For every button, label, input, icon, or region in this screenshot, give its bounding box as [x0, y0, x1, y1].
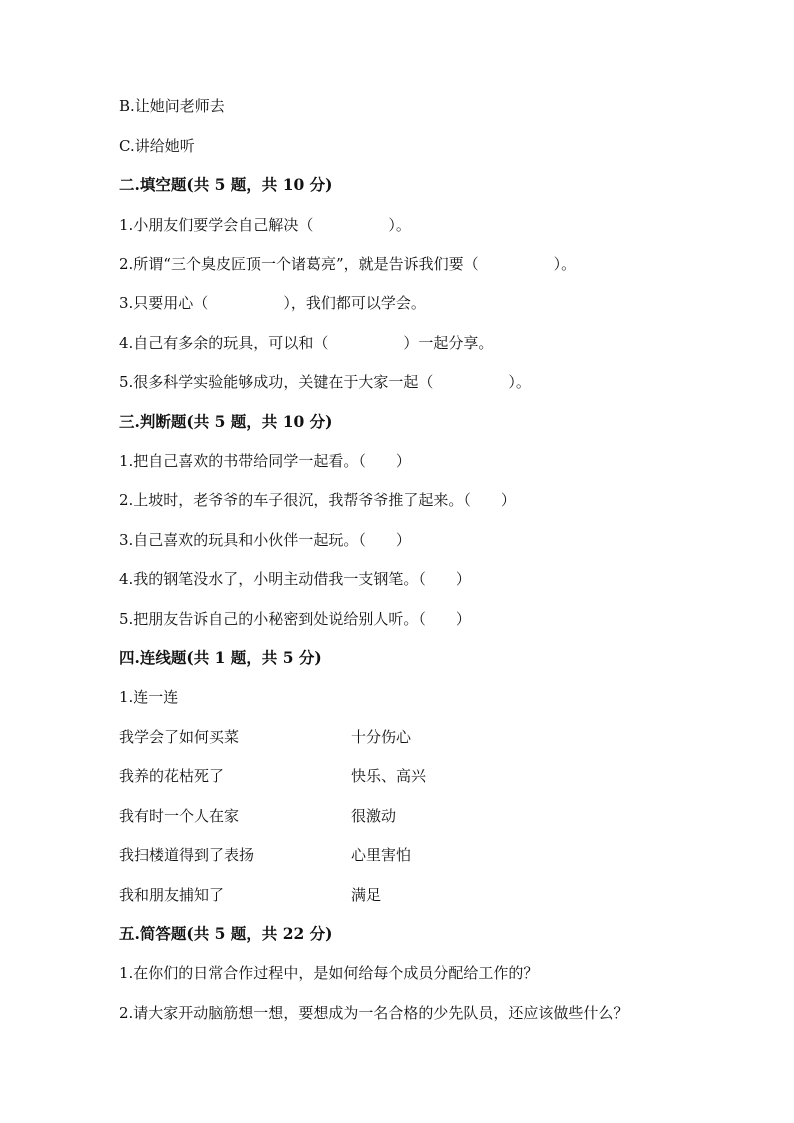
matching-left-item: 我学会了如何买菜	[119, 728, 240, 746]
fill-blank-question: 5.很多科学实验能够成功，关键在于大家一起（ ）。	[119, 373, 531, 391]
option-c: C.讲给她听	[119, 137, 195, 155]
fill-blank-question: 4.自己有多余的玩具，可以和（ ）一起分享。	[119, 334, 494, 352]
section-heading-short-answer: 五.简答题(共 5 题，共 22 分)	[119, 924, 333, 943]
fill-blank-question: 1.小朋友们要学会自己解决（ ）。	[119, 216, 411, 234]
matching-right-item: 十分伤心	[351, 728, 412, 746]
matching-left-item: 我和朋友捕知了	[119, 886, 225, 904]
short-answer-question: 1.在你们的日常合作过程中，是如何给每个成员分配给工作的？	[119, 964, 539, 982]
true-false-question: 5.把朋友告诉自己的小秘密到处说给别人听。（ ）	[119, 610, 471, 628]
fill-blank-question: 2.所谓“三个臭皮匠顶一个诸葛亮”，就是告诉我们要（ ）。	[119, 255, 577, 273]
section-heading-fill-blank: 二.填空题(共 5 题，共 10 分)	[119, 175, 333, 194]
true-false-question: 2.上坡时，老爷爷的车子很沉，我帮爷爷推了起来。（ ）	[119, 491, 516, 509]
true-false-question: 1.把自己喜欢的书带给同学一起看。（ ）	[119, 452, 411, 470]
matching-left-item: 我有时一个人在家	[119, 807, 240, 825]
option-b: B.让她问老师去	[119, 97, 225, 115]
matching-right-item: 快乐、高兴	[351, 767, 427, 785]
matching-question: 1.连一连	[119, 688, 179, 706]
section-heading-true-false: 三.判断题(共 5 题，共 10 分)	[119, 412, 333, 431]
matching-left-item: 我养的花枯死了	[119, 767, 225, 785]
true-false-question: 4.我的钢笔没水了，小明主动借我一支钢笔。（ ）	[119, 570, 471, 588]
section-heading-matching: 四.连线题(共 1 题，共 5 分)	[119, 648, 322, 667]
matching-right-item: 心里害怕	[351, 846, 412, 864]
matching-right-item: 很激动	[351, 807, 397, 825]
fill-blank-question: 3.只要用心（ ），我们都可以学会。	[119, 294, 426, 312]
true-false-question: 3.自己喜欢的玩具和小伙伴一起玩。（ ）	[119, 531, 411, 549]
short-answer-question: 2.请大家开动脑筋想一想，要想成为一名合格的少先队员，还应该做些什么？	[119, 1004, 629, 1022]
matching-right-item: 满足	[351, 886, 382, 904]
matching-left-item: 我扫楼道得到了表扬	[119, 846, 255, 864]
